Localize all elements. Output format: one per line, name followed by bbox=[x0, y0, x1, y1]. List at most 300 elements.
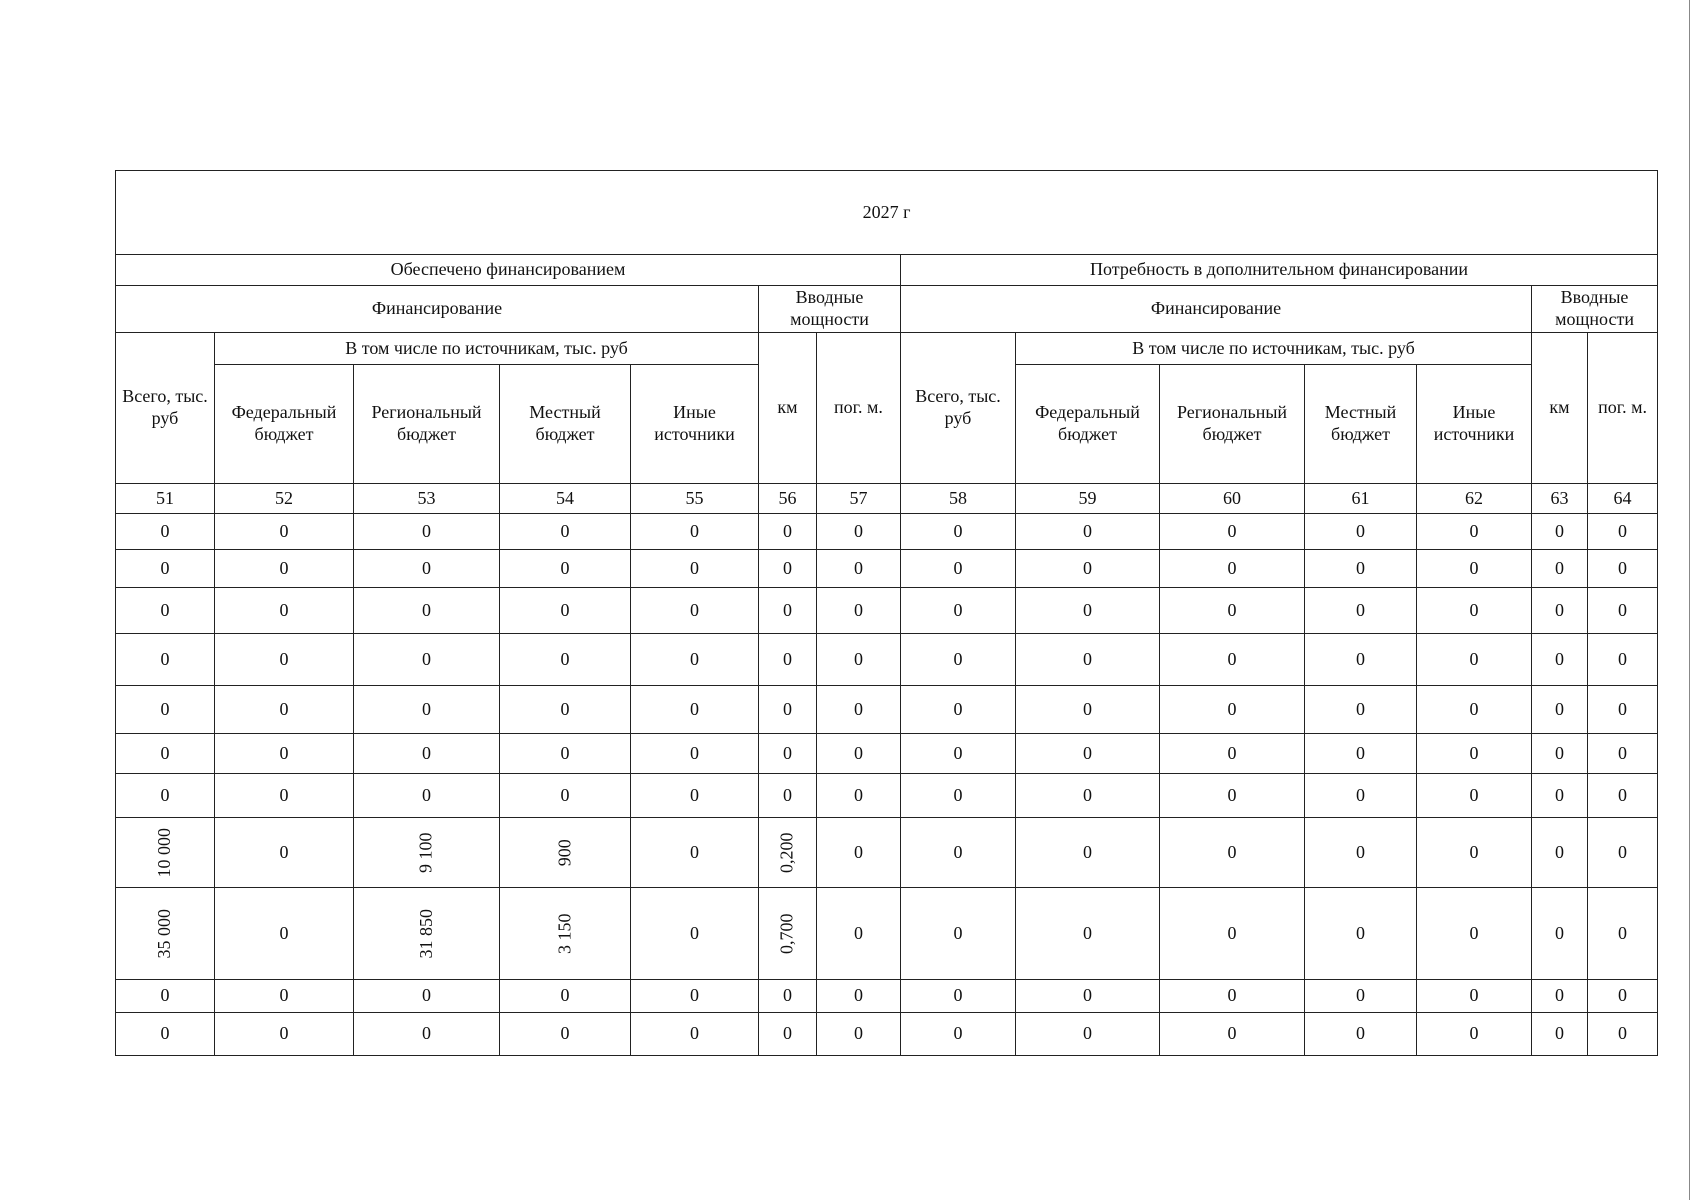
table-cell bbox=[1588, 818, 1658, 888]
table-cell bbox=[1160, 774, 1305, 818]
table-cell bbox=[1305, 1013, 1417, 1056]
table-cell bbox=[759, 550, 817, 588]
table-cell bbox=[215, 774, 354, 818]
table-cell bbox=[1588, 588, 1658, 634]
table-cell bbox=[631, 980, 759, 1013]
table-cell bbox=[1417, 774, 1532, 818]
cell-value: 0 bbox=[279, 557, 289, 578]
column-number-cell: 52 bbox=[215, 484, 354, 514]
column-number-cell: 55 bbox=[631, 484, 759, 514]
table-cell bbox=[817, 588, 901, 634]
cell-value: 0 bbox=[1555, 1023, 1564, 1044]
cell-value: 0 bbox=[1227, 648, 1237, 669]
cell-value: 0 bbox=[783, 648, 792, 669]
cell-value: 0 bbox=[1227, 557, 1237, 578]
cell-value: 0 bbox=[1555, 985, 1564, 1006]
cell-value: 0 bbox=[1356, 648, 1365, 669]
cell-value: 0 bbox=[1618, 784, 1628, 805]
cell-value: 0 bbox=[953, 784, 963, 805]
cell-value: 0 bbox=[1083, 784, 1092, 805]
cell-value: 0 bbox=[160, 599, 170, 620]
cell-value: 0 bbox=[783, 1023, 792, 1044]
cell-value: 0 bbox=[953, 1023, 963, 1044]
table-cell bbox=[759, 888, 817, 980]
cell-value: 0 bbox=[1469, 599, 1479, 620]
cell-value: 0 bbox=[690, 698, 699, 719]
cell-value: 0 bbox=[560, 698, 570, 719]
cell-value: 0 bbox=[1555, 742, 1564, 763]
table-cell bbox=[1588, 634, 1658, 686]
cell-value: 0 bbox=[1469, 648, 1479, 669]
cell-value: 0 bbox=[783, 742, 792, 763]
table-cell bbox=[354, 686, 500, 734]
table-cell bbox=[631, 588, 759, 634]
table-cell bbox=[215, 980, 354, 1013]
table-row bbox=[116, 514, 1658, 550]
table-row bbox=[116, 1013, 1658, 1056]
table-cell bbox=[817, 980, 901, 1013]
table-cell bbox=[116, 774, 215, 818]
table-cell bbox=[1417, 686, 1532, 734]
cell-value: 0 bbox=[1227, 698, 1237, 719]
cell-value: 0 bbox=[1555, 698, 1564, 719]
cell-value: 0 bbox=[1618, 520, 1628, 541]
table-cell bbox=[901, 818, 1016, 888]
cell-value: 0 bbox=[1618, 557, 1628, 578]
table-cell bbox=[1016, 734, 1160, 774]
table-cell bbox=[1588, 514, 1658, 550]
table-cell bbox=[1417, 818, 1532, 888]
table-cell bbox=[1016, 634, 1160, 686]
cell-value: 0 bbox=[1356, 922, 1365, 943]
cell-value: 0 bbox=[422, 784, 431, 805]
table-cell bbox=[1016, 980, 1160, 1013]
table-cell bbox=[215, 514, 354, 550]
table-cell bbox=[1160, 888, 1305, 980]
table-row bbox=[116, 980, 1658, 1013]
cell-value: 31 850 bbox=[415, 908, 436, 959]
additional-funding-need-header: Потребность в дополнительном финансировании bbox=[901, 255, 1658, 286]
cell-value: 0 bbox=[1469, 557, 1479, 578]
table-cell bbox=[631, 734, 759, 774]
table-cell bbox=[1532, 634, 1588, 686]
cell-value: 0 bbox=[1083, 698, 1092, 719]
cell-value: 0 bbox=[953, 698, 963, 719]
cell-value: 0 bbox=[690, 985, 699, 1006]
table-cell bbox=[1160, 634, 1305, 686]
cell-value: 0 bbox=[1356, 841, 1365, 862]
table-cell bbox=[1417, 514, 1532, 550]
cell-value: 0 bbox=[1083, 557, 1092, 578]
table-cell bbox=[354, 980, 500, 1013]
table-cell bbox=[817, 1013, 901, 1056]
cell-value: 0 bbox=[560, 648, 570, 669]
table-cell bbox=[1532, 686, 1588, 734]
table-cell bbox=[901, 588, 1016, 634]
cell-value: 0 bbox=[783, 698, 792, 719]
cell-value: 0 bbox=[1555, 557, 1564, 578]
cell-value: 0 bbox=[854, 698, 863, 719]
cell-value: 0 bbox=[690, 648, 699, 669]
cell-value: 0 bbox=[783, 784, 792, 805]
cell-value: 0 bbox=[1083, 1023, 1092, 1044]
table-cell bbox=[354, 1013, 500, 1056]
cell-value: 0 bbox=[854, 841, 863, 862]
cell-value: 0 bbox=[1227, 985, 1237, 1006]
cell-value: 900 bbox=[554, 839, 575, 866]
cell-value: 0 bbox=[854, 1023, 863, 1044]
table-cell bbox=[500, 514, 631, 550]
secured-km-header: км bbox=[759, 333, 817, 484]
table-row bbox=[116, 686, 1658, 734]
cell-value: 0 bbox=[160, 784, 170, 805]
table-cell bbox=[901, 514, 1016, 550]
table-cell bbox=[1305, 734, 1417, 774]
need-sources-header: В том числе по источникам, тыс. руб bbox=[1016, 333, 1532, 365]
table-cell bbox=[817, 550, 901, 588]
secured-other-header: Иные источники bbox=[631, 365, 759, 484]
column-number-cell: 60 bbox=[1160, 484, 1305, 514]
cell-value: 0 bbox=[1227, 520, 1237, 541]
need-financing-header: Финансирование bbox=[901, 286, 1532, 333]
table-row bbox=[116, 818, 1658, 888]
cell-value: 0 bbox=[1555, 520, 1564, 541]
cell-value: 0 bbox=[279, 841, 289, 862]
secured-regional-header: Региональный бюджет bbox=[354, 365, 500, 484]
table-cell bbox=[1532, 1013, 1588, 1056]
cell-value: 0 bbox=[1083, 599, 1092, 620]
table-cell bbox=[116, 634, 215, 686]
table-row bbox=[116, 734, 1658, 774]
table-cell bbox=[759, 514, 817, 550]
table-cell bbox=[215, 686, 354, 734]
cell-value: 0 bbox=[953, 648, 963, 669]
cell-value: 0 bbox=[1618, 742, 1628, 763]
table-cell bbox=[1305, 588, 1417, 634]
cell-value: 0 bbox=[1356, 1023, 1365, 1044]
cell-value: 0 bbox=[279, 520, 289, 541]
cell-value: 0 bbox=[690, 599, 699, 620]
table-cell bbox=[1417, 980, 1532, 1013]
cell-value: 0 bbox=[1469, 784, 1479, 805]
table-cell bbox=[1588, 686, 1658, 734]
column-number-cell: 58 bbox=[901, 484, 1016, 514]
column-number-cell: 62 bbox=[1417, 484, 1532, 514]
cell-value: 0 bbox=[783, 985, 792, 1006]
need-pog-header: пог. м. bbox=[1588, 333, 1658, 484]
cell-value: 0 bbox=[1555, 784, 1564, 805]
secured-financing-header: Финансирование bbox=[116, 286, 759, 333]
table-cell bbox=[1016, 888, 1160, 980]
table-cell bbox=[631, 818, 759, 888]
table-cell bbox=[500, 734, 631, 774]
table-cell bbox=[116, 888, 215, 980]
cell-value: 0 bbox=[690, 784, 699, 805]
table-cell bbox=[215, 888, 354, 980]
cell-value: 0 bbox=[422, 985, 431, 1006]
column-number-cell: 63 bbox=[1532, 484, 1588, 514]
table-cell bbox=[215, 734, 354, 774]
cell-value: 0 bbox=[1618, 698, 1628, 719]
table-cell bbox=[817, 686, 901, 734]
column-number-cell: 64 bbox=[1588, 484, 1658, 514]
table-cell bbox=[1160, 588, 1305, 634]
cell-value: 0 bbox=[953, 742, 963, 763]
table-cell bbox=[1532, 734, 1588, 774]
table-cell bbox=[1016, 550, 1160, 588]
table-cell bbox=[1305, 774, 1417, 818]
table-cell bbox=[1016, 1013, 1160, 1056]
table-cell bbox=[215, 1013, 354, 1056]
cell-value: 0 bbox=[279, 985, 289, 1006]
cell-value: 0 bbox=[854, 742, 863, 763]
table-cell bbox=[354, 734, 500, 774]
cell-value: 0 bbox=[279, 648, 289, 669]
table-cell bbox=[116, 550, 215, 588]
table-cell bbox=[631, 550, 759, 588]
cell-value: 0 bbox=[160, 1023, 170, 1044]
cell-value: 0 bbox=[279, 922, 289, 943]
table-cell bbox=[116, 514, 215, 550]
cell-value: 0 bbox=[854, 985, 863, 1006]
table-cell bbox=[901, 686, 1016, 734]
secured-sources-header: В том числе по источникам, тыс. руб bbox=[215, 333, 759, 365]
table-cell bbox=[817, 888, 901, 980]
cell-value: 0 bbox=[1469, 742, 1479, 763]
table-cell bbox=[215, 550, 354, 588]
table-cell bbox=[759, 634, 817, 686]
table-cell bbox=[354, 774, 500, 818]
secured-total-header: Всего, тыс. руб bbox=[116, 333, 215, 484]
cell-value: 0 bbox=[1469, 698, 1479, 719]
table-cell bbox=[1160, 734, 1305, 774]
table-cell bbox=[1016, 686, 1160, 734]
table-cell bbox=[354, 514, 500, 550]
table-cell bbox=[1417, 888, 1532, 980]
cell-value: 35 000 bbox=[154, 908, 175, 959]
cell-value: 0 bbox=[1083, 520, 1092, 541]
financing-table bbox=[115, 170, 1658, 1056]
table-cell bbox=[631, 774, 759, 818]
cell-value: 0 bbox=[560, 985, 570, 1006]
cell-value: 0 bbox=[854, 557, 863, 578]
table-cell bbox=[500, 888, 631, 980]
table-cell bbox=[1588, 888, 1658, 980]
table-cell bbox=[1532, 550, 1588, 588]
cell-value: 0 bbox=[1618, 985, 1628, 1006]
cell-value: 0 bbox=[160, 648, 170, 669]
column-number-cell: 53 bbox=[354, 484, 500, 514]
cell-value: 0 bbox=[160, 698, 170, 719]
year-title: 2027 г bbox=[116, 171, 1658, 255]
table-cell bbox=[1417, 550, 1532, 588]
table-cell bbox=[215, 634, 354, 686]
table-cell bbox=[116, 818, 215, 888]
table-cell bbox=[759, 588, 817, 634]
table-cell bbox=[1160, 550, 1305, 588]
cell-value: 0 bbox=[690, 520, 699, 541]
page-edge-divider bbox=[1689, 0, 1690, 1200]
cell-value: 0,700 bbox=[776, 913, 797, 954]
cell-value: 0 bbox=[854, 520, 863, 541]
cell-value: 0 bbox=[1356, 784, 1365, 805]
cell-value: 0 bbox=[783, 520, 792, 541]
table-cell bbox=[817, 774, 901, 818]
cell-value: 10 000 bbox=[154, 827, 175, 878]
table-cell bbox=[1532, 888, 1588, 980]
table-cell bbox=[354, 550, 500, 588]
table-cell bbox=[500, 550, 631, 588]
cell-value: 0 bbox=[1618, 841, 1628, 862]
table-cell bbox=[817, 634, 901, 686]
cell-value: 0 bbox=[1083, 648, 1092, 669]
table-cell bbox=[500, 818, 631, 888]
table-cell bbox=[1160, 1013, 1305, 1056]
table-cell bbox=[1016, 774, 1160, 818]
table-cell bbox=[631, 888, 759, 980]
table-cell bbox=[1532, 980, 1588, 1013]
cell-value: 0 bbox=[1618, 599, 1628, 620]
cell-value: 0 bbox=[422, 520, 431, 541]
table-cell bbox=[215, 588, 354, 634]
table-cell bbox=[500, 774, 631, 818]
table-cell bbox=[1588, 734, 1658, 774]
table-row bbox=[116, 634, 1658, 686]
table-cell bbox=[901, 1013, 1016, 1056]
cell-value: 0 bbox=[1469, 1023, 1479, 1044]
secured-federal-header: Федеральный бюджет bbox=[215, 365, 354, 484]
table-cell bbox=[1417, 588, 1532, 634]
column-number-row bbox=[116, 484, 1658, 514]
cell-value: 0 bbox=[422, 742, 431, 763]
table-row bbox=[116, 888, 1658, 980]
table-cell bbox=[901, 888, 1016, 980]
table-cell bbox=[631, 1013, 759, 1056]
table-cell bbox=[1305, 980, 1417, 1013]
table-cell bbox=[759, 1013, 817, 1056]
table-body bbox=[116, 514, 1658, 1056]
table-cell bbox=[1588, 550, 1658, 588]
cell-value: 0 bbox=[690, 841, 699, 862]
table-cell bbox=[1588, 1013, 1658, 1056]
table-cell bbox=[1532, 774, 1588, 818]
cell-value: 0 bbox=[690, 557, 699, 578]
table-cell bbox=[901, 774, 1016, 818]
cell-value: 0 bbox=[422, 557, 431, 578]
table-cell bbox=[500, 1013, 631, 1056]
table-cell bbox=[817, 734, 901, 774]
cell-value: 0 bbox=[1356, 742, 1365, 763]
table-cell bbox=[116, 734, 215, 774]
table-row bbox=[116, 774, 1658, 818]
table-cell bbox=[631, 686, 759, 734]
cell-value: 0 bbox=[1227, 742, 1237, 763]
cell-value: 0 bbox=[160, 742, 170, 763]
cell-value: 0 bbox=[1555, 648, 1564, 669]
need-local-header: Местный бюджет bbox=[1305, 365, 1417, 484]
cell-value: 0 bbox=[1356, 985, 1365, 1006]
column-number-cell: 59 bbox=[1016, 484, 1160, 514]
table-cell bbox=[1417, 734, 1532, 774]
cell-value: 0 bbox=[1227, 922, 1237, 943]
cell-value: 0 bbox=[1227, 841, 1237, 862]
need-regional-header: Региональный бюджет bbox=[1160, 365, 1305, 484]
cell-value: 0 bbox=[279, 698, 289, 719]
cell-value: 9 100 bbox=[415, 832, 436, 873]
cell-value: 0 bbox=[953, 557, 963, 578]
column-number-cell: 51 bbox=[116, 484, 215, 514]
table-cell bbox=[631, 514, 759, 550]
cell-value: 0 bbox=[1469, 841, 1479, 862]
cell-value: 0,200 bbox=[776, 832, 797, 873]
table-cell bbox=[500, 980, 631, 1013]
cell-value: 0 bbox=[279, 784, 289, 805]
cell-value: 0 bbox=[422, 1023, 431, 1044]
table-cell bbox=[1417, 1013, 1532, 1056]
table-cell bbox=[1305, 550, 1417, 588]
table-cell bbox=[901, 980, 1016, 1013]
table-cell bbox=[1305, 818, 1417, 888]
cell-value: 0 bbox=[1227, 599, 1237, 620]
table-cell bbox=[1016, 588, 1160, 634]
table-cell bbox=[1532, 588, 1588, 634]
cell-value: 0 bbox=[1356, 599, 1365, 620]
cell-value: 3 150 bbox=[554, 913, 575, 954]
table-cell bbox=[215, 818, 354, 888]
table-cell bbox=[631, 634, 759, 686]
cell-value: 0 bbox=[783, 599, 792, 620]
table-cell bbox=[116, 686, 215, 734]
cell-value: 0 bbox=[1618, 648, 1628, 669]
cell-value: 0 bbox=[279, 599, 289, 620]
table-cell bbox=[1160, 818, 1305, 888]
cell-value: 0 bbox=[1469, 520, 1479, 541]
cell-value: 0 bbox=[1356, 557, 1365, 578]
cell-value: 0 bbox=[1083, 985, 1092, 1006]
cell-value: 0 bbox=[1083, 922, 1092, 943]
table-cell bbox=[354, 634, 500, 686]
cell-value: 0 bbox=[953, 520, 963, 541]
secured-funding-header: Обеспечено финансированием bbox=[116, 255, 901, 286]
need-total-header: Всего, тыс. руб bbox=[901, 333, 1016, 484]
cell-value: 0 bbox=[953, 599, 963, 620]
table-cell bbox=[1588, 774, 1658, 818]
table-cell bbox=[1016, 818, 1160, 888]
cell-value: 0 bbox=[953, 985, 963, 1006]
table-cell bbox=[354, 888, 500, 980]
secured-capacity-header: Вводные мощности bbox=[759, 286, 901, 333]
table-cell bbox=[500, 588, 631, 634]
table-cell bbox=[1160, 514, 1305, 550]
column-number-cell: 61 bbox=[1305, 484, 1417, 514]
cell-value: 0 bbox=[160, 557, 170, 578]
table-cell bbox=[759, 686, 817, 734]
table-cell bbox=[759, 734, 817, 774]
cell-value: 0 bbox=[1618, 1023, 1628, 1044]
table-cell bbox=[901, 634, 1016, 686]
cell-value: 0 bbox=[1469, 922, 1479, 943]
column-number-cell: 57 bbox=[817, 484, 901, 514]
cell-value: 0 bbox=[690, 1023, 699, 1044]
cell-value: 0 bbox=[690, 922, 699, 943]
cell-value: 0 bbox=[422, 698, 431, 719]
table-cell bbox=[354, 818, 500, 888]
cell-value: 0 bbox=[1618, 922, 1628, 943]
secured-local-header: Местный бюджет bbox=[500, 365, 631, 484]
table-cell bbox=[500, 634, 631, 686]
table-cell bbox=[759, 980, 817, 1013]
table-cell bbox=[1417, 634, 1532, 686]
